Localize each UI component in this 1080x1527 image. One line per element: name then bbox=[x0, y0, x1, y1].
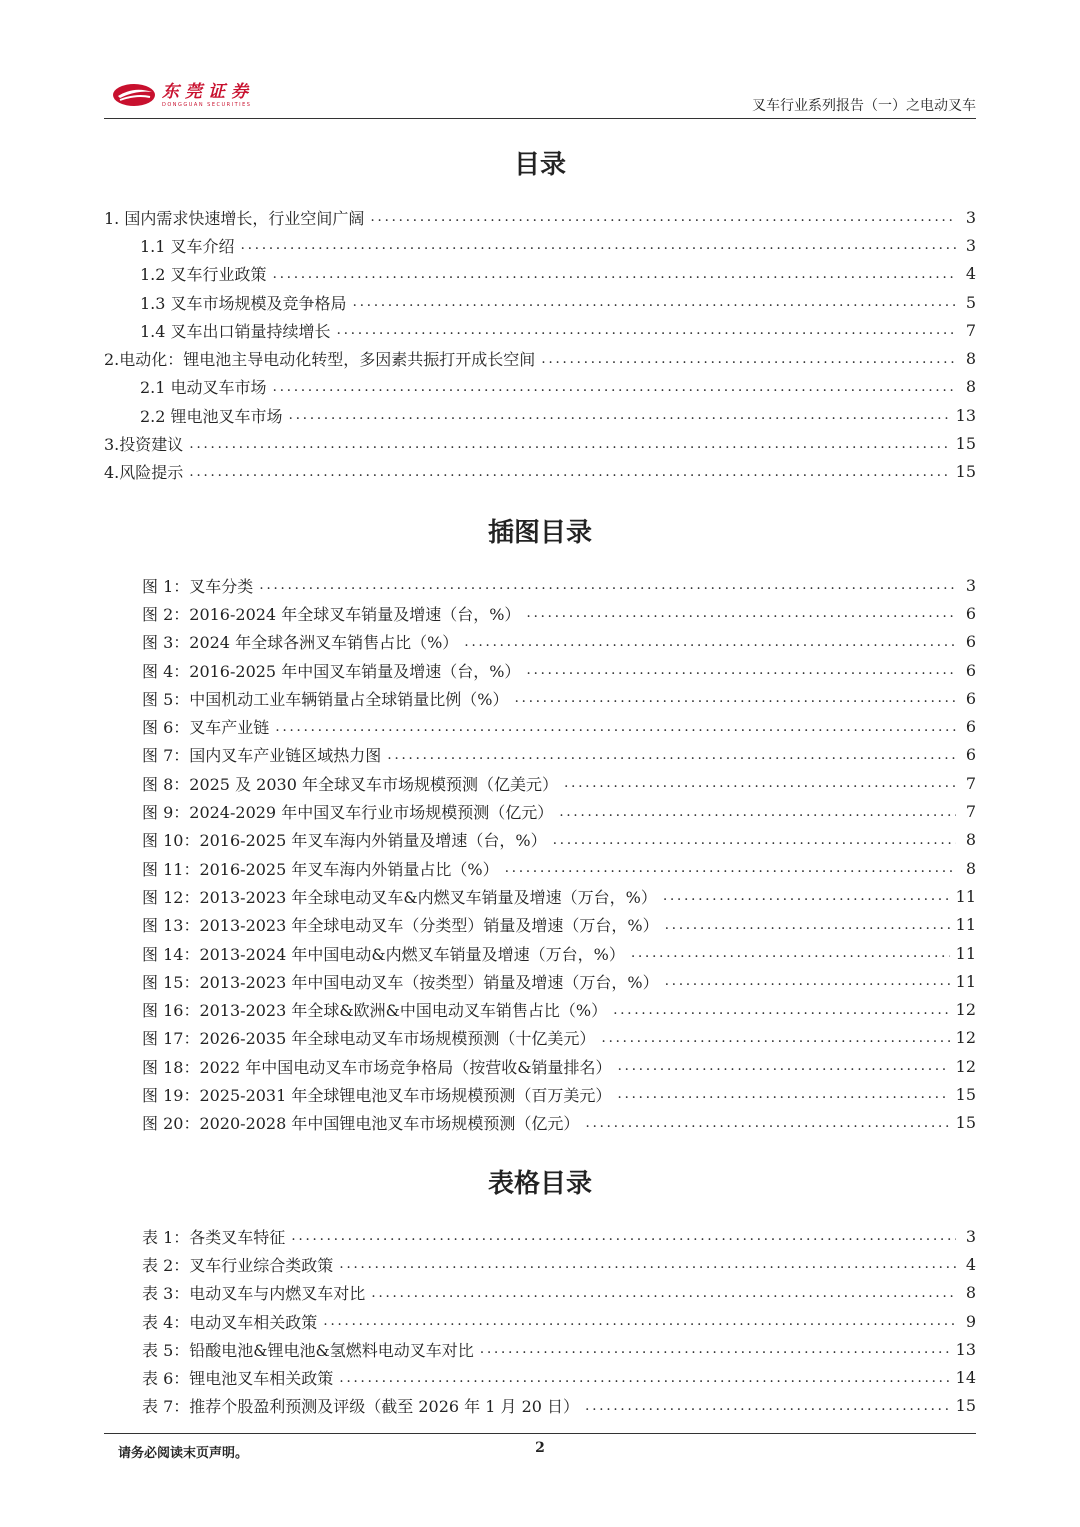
toc-entry[interactable] bbox=[104, 1335, 976, 1363]
toc-entry[interactable] bbox=[104, 344, 976, 372]
toc-entry-label: 图 11：2016-2025 年叉车海内外销量占比（%） bbox=[142, 859, 499, 879]
toc-entry-page: 12 bbox=[955, 1000, 976, 1020]
toc-entry[interactable] bbox=[104, 599, 976, 627]
toc-entry-label: 3.投资建议 bbox=[104, 435, 184, 455]
toc-entry-page: 15 bbox=[955, 434, 976, 454]
toc-entry-label: 图 2：2016-2024 年全球叉车销量及增速（台，%） bbox=[142, 604, 521, 624]
figures-list bbox=[104, 571, 976, 1137]
toc-entry-page: 15 bbox=[955, 1396, 976, 1416]
toc-entry-page: 3 bbox=[965, 235, 976, 255]
toc-leader-dots bbox=[665, 917, 950, 933]
toc-entry-label: 1. 国内需求快速增长，行业空间广阔 bbox=[104, 208, 365, 228]
toc-leader-dots bbox=[618, 1058, 950, 1074]
toc-leader-dots bbox=[585, 1115, 949, 1131]
tables-title: 表格目录 bbox=[487, 1169, 592, 1199]
toc-entry-label: 4.风险提示 bbox=[104, 463, 184, 483]
disclaimer-note: 请务必阅读末页声明。 bbox=[118, 1446, 249, 1461]
toc-leader-dots bbox=[480, 1341, 950, 1357]
toc-entry[interactable] bbox=[104, 628, 976, 656]
toc-entry[interactable] bbox=[104, 1363, 976, 1391]
toc-entry-label: 表 3：电动叉车与内燃叉车对比 bbox=[142, 1284, 366, 1304]
contents-list bbox=[104, 203, 976, 486]
toc-entry[interactable] bbox=[104, 656, 976, 684]
toc-entry[interactable] bbox=[104, 203, 976, 231]
page-number: 2 bbox=[535, 1440, 545, 1456]
toc-entry-page: 12 bbox=[955, 1056, 976, 1076]
toc-entry[interactable] bbox=[104, 1052, 976, 1080]
toc-entry[interactable] bbox=[104, 458, 976, 486]
toc-entry-label: 图 19：2025-2031 年全球锂电池叉车市场规模预测（百万美元） bbox=[142, 1085, 612, 1105]
toc-entry[interactable] bbox=[104, 797, 976, 825]
tables-list bbox=[104, 1222, 976, 1420]
toc-leader-dots bbox=[564, 775, 956, 791]
toc-entry-page: 4 bbox=[965, 264, 976, 284]
toc-entry-page: 11 bbox=[955, 886, 976, 906]
toc-entry[interactable] bbox=[104, 1080, 976, 1108]
toc-leader-dots bbox=[514, 690, 956, 706]
toc-entry-label: 图 7：国内叉车产业链区域热力图 bbox=[142, 746, 382, 766]
toc-entry[interactable] bbox=[104, 882, 976, 910]
toc-entry-label: 图 3：2024 年全球各洲叉车销售占比（%） bbox=[142, 633, 459, 653]
toc-leader-dots bbox=[189, 436, 949, 452]
toc-leader-dots bbox=[371, 1285, 956, 1301]
toc-leader-dots bbox=[613, 1002, 950, 1018]
toc-entry[interactable] bbox=[104, 1392, 976, 1420]
toc-entry-label: 图 10：2016-2025 年叉车海内外销量及增速（台，%） bbox=[142, 831, 547, 851]
toc-entry[interactable] bbox=[104, 911, 976, 939]
toc-leader-dots bbox=[464, 634, 956, 650]
toc-leader-dots bbox=[553, 832, 956, 848]
toc-entry-page: 15 bbox=[955, 1084, 976, 1104]
toc-entry-page: 6 bbox=[965, 603, 976, 623]
toc-leader-dots bbox=[337, 322, 956, 338]
toc-entry-page: 3 bbox=[965, 1226, 976, 1246]
toc-entry-page: 12 bbox=[955, 1028, 976, 1048]
toc-entry-page: 8 bbox=[965, 858, 976, 878]
toc-entry-page: 5 bbox=[965, 292, 976, 312]
toc-entry-label: 图 12：2013-2023 年全球电动叉车&内燃叉车销量及增速（万台，%） bbox=[142, 887, 657, 907]
toc-entry[interactable] bbox=[104, 854, 976, 882]
toc-leader-dots bbox=[259, 577, 956, 593]
toc-leader-dots bbox=[387, 747, 956, 763]
toc-leader-dots bbox=[241, 237, 956, 253]
toc-entry-page: 6 bbox=[965, 632, 976, 652]
toc-entry-page: 15 bbox=[955, 462, 976, 482]
toc-leader-dots bbox=[505, 860, 956, 876]
toc-entry-label: 图 18：2022 年中国电动叉车市场竞争格局（按营收&销量排名） bbox=[142, 1057, 612, 1077]
toc-entry-label: 图 16：2013-2023 年全球&欧洲&中国电动叉车销售占比（%） bbox=[142, 1001, 608, 1021]
toc-leader-dots bbox=[273, 379, 956, 395]
toc-entry-page: 11 bbox=[955, 915, 976, 935]
toc-entry-page: 6 bbox=[965, 745, 976, 765]
toc-entry[interactable] bbox=[104, 741, 976, 769]
toc-entry[interactable] bbox=[104, 1222, 976, 1250]
toc-entry[interactable] bbox=[104, 231, 976, 259]
toc-entry-label: 表 1：各类叉车特征 bbox=[142, 1227, 286, 1247]
toc-entry-page: 11 bbox=[955, 971, 976, 991]
toc-entry-page: 8 bbox=[965, 349, 976, 369]
toc-leader-dots bbox=[353, 294, 956, 310]
page-header bbox=[104, 78, 976, 119]
toc-entry-label: 1.4 叉车出口销量持续增长 bbox=[140, 321, 331, 341]
toc-entry-page: 13 bbox=[955, 1339, 976, 1359]
toc-entry-label: 图 6：叉车产业链 bbox=[142, 718, 270, 738]
toc-leader-dots bbox=[339, 1256, 956, 1272]
toc-entry-page: 15 bbox=[955, 1113, 976, 1133]
toc-entry-label: 1.1 叉车介绍 bbox=[140, 236, 235, 256]
toc-entry-label: 图 9：2024-2029 年中国叉车行业市场规模预测（亿元） bbox=[142, 803, 554, 823]
toc-leader-dots bbox=[526, 662, 956, 678]
toc-leader-dots bbox=[291, 1228, 956, 1244]
toc-entry-label: 表 4：电动叉车相关政策 bbox=[142, 1312, 318, 1332]
toc-entry[interactable] bbox=[104, 260, 976, 288]
toc-entry-page: 8 bbox=[965, 377, 976, 397]
toc-entry-label: 图 5：中国机动工业车辆销量占全球销量比例（%） bbox=[142, 689, 509, 709]
toc-entry[interactable] bbox=[104, 571, 976, 599]
toc-entry-page: 14 bbox=[955, 1368, 976, 1388]
toc-entry-page: 3 bbox=[965, 575, 976, 595]
toc-entry-page: 9 bbox=[965, 1311, 976, 1331]
toc-entry[interactable] bbox=[104, 712, 976, 740]
toc-entry[interactable] bbox=[104, 684, 976, 712]
logo-swoosh-icon bbox=[112, 82, 156, 108]
logo-chinese-name: 东莞证券 bbox=[162, 82, 254, 102]
page-footer bbox=[104, 1433, 976, 1461]
toc-entry-label: 1.3 叉车市场规模及竞争格局 bbox=[140, 293, 347, 313]
toc-leader-dots bbox=[631, 945, 950, 961]
toc-entry-label: 图 17：2026-2035 年全球电动叉车市场规模预测（十亿美元） bbox=[142, 1029, 596, 1049]
toc-entry[interactable] bbox=[104, 1024, 976, 1052]
toc-entry-label: 2.电动化：锂电池主导电动化转型，多因素共振打开成长空间 bbox=[104, 350, 536, 370]
toc-entry-page: 7 bbox=[965, 773, 976, 793]
toc-entry[interactable] bbox=[104, 1250, 976, 1278]
toc-leader-dots bbox=[370, 209, 956, 225]
toc-leader-dots bbox=[289, 407, 950, 423]
toc-leader-dots bbox=[526, 605, 956, 621]
toc-leader-dots bbox=[339, 1370, 949, 1386]
toc-leader-dots bbox=[275, 719, 956, 735]
report-title: 叉车行业系列报告（一）之电动叉车 bbox=[752, 98, 976, 114]
toc-entry-label: 表 6：锂电池叉车相关政策 bbox=[142, 1369, 334, 1389]
toc-entry-label: 图 14：2013-2024 年中国电动&内燃叉车销量及增速（万台，%） bbox=[142, 944, 625, 964]
toc-entry-label: 2.1 电动叉车市场 bbox=[140, 378, 267, 398]
company-logo bbox=[112, 82, 254, 108]
toc-entry-page: 3 bbox=[965, 207, 976, 227]
figures-title: 插图目录 bbox=[487, 518, 592, 548]
toc-entry[interactable] bbox=[104, 939, 976, 967]
toc-entry[interactable] bbox=[104, 995, 976, 1023]
toc-entry-page: 6 bbox=[965, 717, 976, 737]
toc-entry-label: 2.2 锂电池叉车市场 bbox=[140, 406, 283, 426]
toc-entry-page: 7 bbox=[965, 320, 976, 340]
toc-entry-label: 表 2：叉车行业综合类政策 bbox=[142, 1255, 334, 1275]
toc-entry-page: 6 bbox=[965, 660, 976, 680]
toc-leader-dots bbox=[601, 1030, 949, 1046]
toc-entry[interactable] bbox=[104, 316, 976, 344]
toc-leader-dots bbox=[585, 1398, 950, 1414]
toc-leader-dots bbox=[559, 804, 956, 820]
contents-title: 目录 bbox=[513, 150, 566, 180]
toc-entry-label: 表 7：推荐个股盈利预测及评级（截至 2026 年 1 月 20 日） bbox=[142, 1397, 580, 1417]
toc-entry[interactable] bbox=[104, 769, 976, 797]
toc-entry-page: 8 bbox=[965, 1283, 976, 1303]
toc-entry-label: 图 13：2013-2023 年全球电动叉车（分类型）销量及增速（万台，%） bbox=[142, 916, 659, 936]
toc-entry-page: 11 bbox=[955, 943, 976, 963]
toc-leader-dots bbox=[617, 1086, 949, 1102]
toc-entry-label: 图 4：2016-2025 年中国叉车销量及增速（台，%） bbox=[142, 661, 521, 681]
toc-entry-label: 图 20：2020-2028 年中国锂电池叉车市场规模预测（亿元） bbox=[142, 1114, 580, 1134]
toc-leader-dots bbox=[665, 973, 950, 989]
toc-entry[interactable] bbox=[104, 1307, 976, 1335]
toc-entry-label: 1.2 叉车行业政策 bbox=[140, 265, 267, 285]
toc-entry[interactable] bbox=[104, 401, 976, 429]
toc-leader-dots bbox=[323, 1313, 956, 1329]
toc-entry[interactable] bbox=[104, 429, 976, 457]
toc-leader-dots bbox=[273, 266, 956, 282]
toc-entry[interactable] bbox=[104, 1109, 976, 1137]
toc-leader-dots bbox=[189, 464, 949, 480]
toc-entry-page: 13 bbox=[955, 405, 976, 425]
toc-leader-dots bbox=[663, 888, 950, 904]
toc-entry-page: 4 bbox=[965, 1254, 976, 1274]
toc-entry[interactable] bbox=[104, 373, 976, 401]
toc-leader-dots bbox=[541, 351, 956, 367]
toc-entry-label: 图 8：2025 及 2030 年全球叉车市场规模预测（亿美元） bbox=[142, 774, 558, 794]
toc-entry-page: 6 bbox=[965, 688, 976, 708]
logo-english-name: DONGGUAN SECURITIES bbox=[162, 102, 252, 108]
toc-entry[interactable] bbox=[104, 826, 976, 854]
toc-entry-label: 图 1：叉车分类 bbox=[142, 576, 254, 596]
toc-entry[interactable] bbox=[104, 967, 976, 995]
toc-entry-page: 8 bbox=[965, 830, 976, 850]
toc-entry-label: 表 5：铅酸电池&锂电池&氢燃料电动叉车对比 bbox=[142, 1340, 474, 1360]
toc-entry[interactable] bbox=[104, 1279, 976, 1307]
toc-entry[interactable] bbox=[104, 288, 976, 316]
toc-entry-page: 7 bbox=[965, 802, 976, 822]
toc-entry-label: 图 15：2013-2023 年中国电动叉车（按类型）销量及增速（万台，%） bbox=[142, 972, 659, 992]
